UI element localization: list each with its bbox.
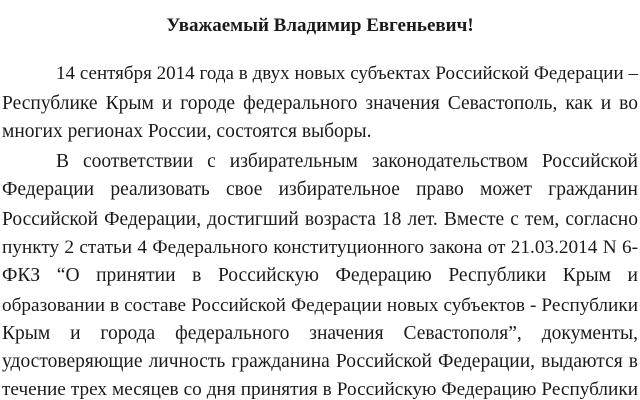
- paragraph1-line-3: многих регионах России, состоятся выборы.: [2, 121, 372, 142]
- paragraph1-line-1: 14 сентября 2014 года в двух новых субъектах Российской Федерации –: [56, 63, 638, 84]
- paragraph2-line-5: ФКЗ “О принятии в Российскую Федерацию Республики Крым и: [2, 265, 638, 286]
- letter-salutation: Уважаемый Владимир Евгеньевич!: [166, 15, 474, 36]
- paragraph1-line-2: Республике Крым и городе федерального значения Севастополь, как и во: [2, 93, 638, 114]
- paragraph2-line-8: удостоверяющие личность гражданина Российской Федерации, выдаются в: [2, 351, 638, 372]
- paragraph2-line-2: Федерации реализовать свое избирательное право может гражданин: [2, 179, 638, 200]
- paragraph2-line-4: пункту 2 статьи 4 Федерального конституционного закона от 21.03.2014 N 6-: [2, 237, 638, 258]
- paragraph2-line-9: течение трех месяцев со дня принятия в Российскую Федерацию Республики: [2, 379, 638, 400]
- paragraph2-line-6: образовании в составе Российской Федерации новых субъектов - Республики: [2, 295, 638, 316]
- paragraph2-line-1: В соответствии с избирательным законодательством Российской: [56, 151, 638, 172]
- paragraph2-line-7: Крым и города федерального значения Севастополя”, документы,: [2, 323, 638, 344]
- paragraph2-line-3: Российской Федерации, достигший возраста 18 лет. Вместе с тем, согласно: [2, 209, 638, 230]
